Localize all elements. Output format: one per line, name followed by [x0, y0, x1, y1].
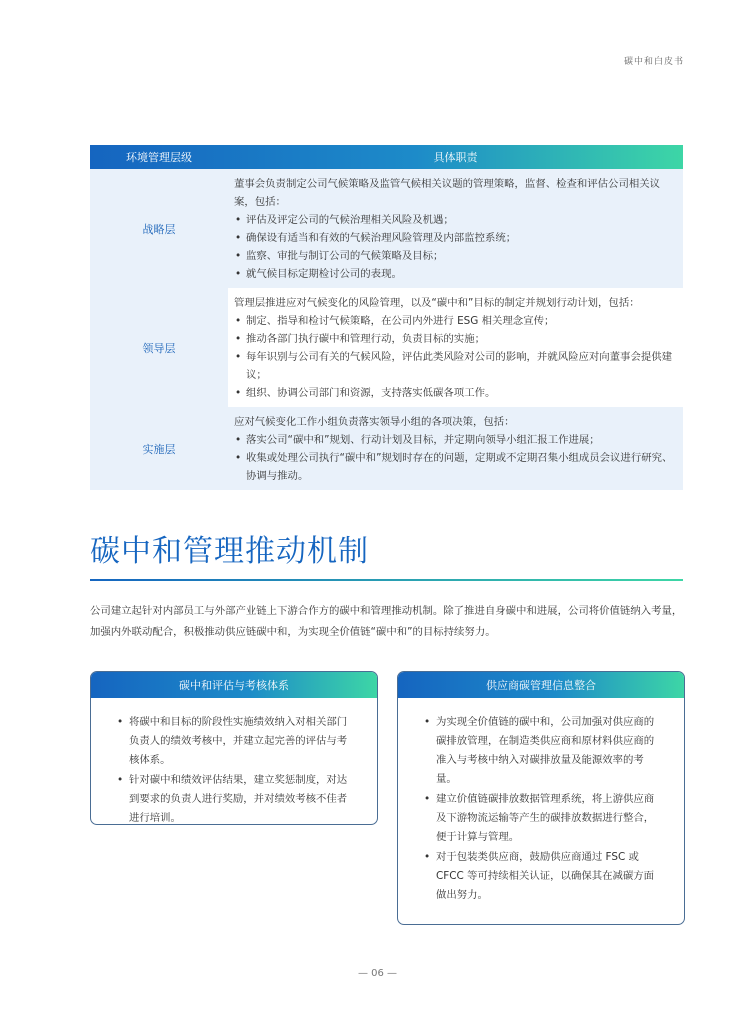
duty-list — [234, 431, 679, 485]
row-duty-cell — [228, 288, 683, 407]
list-item: • 每年识别与公司有关的气候风险，评估此类风险对公司的影响，并就风险应对向董事会提供建议； — [234, 348, 679, 384]
duty-intro: 应对气候变化工作小组负责落实领导小组的各项决策，包括： — [234, 416, 515, 428]
document-header-tag: 碳中和白皮书 — [623, 57, 684, 67]
section-intro: 公司建立起针对内部员工与外部产业链上下游合作方的碳中和管理推动机制。除了推进自身碳中和进展，公司将价值链纳入考量，加强内外联动配合，积极推动供应链碳中和，为实现全价值链“碳中和”的目标持续努力。 — [90, 605, 683, 638]
page-number: — 06 — — [357, 968, 398, 979]
row-level-label: 实施层 — [90, 407, 228, 490]
list-item: • 将碳中和目标的阶段性实施绩效纳入对相关部门负责人的绩效考核中，并建立起完善的评估与考核体系。 — [117, 713, 357, 770]
table-header — [90, 145, 683, 169]
card-list — [424, 713, 664, 905]
table-row — [90, 407, 683, 490]
list-item: • 组织、协调公司部门和资源，支持落实低碳各项工作。 — [234, 384, 679, 402]
list-item: • 评估及评定公司的气候治理相关风险及机遇； — [234, 211, 679, 229]
list-item: • 收集或处理公司执行“碳中和”规划时存在的问题，定期或不定期召集小组成员会议进行研究、协调与推动。 — [234, 449, 679, 485]
list-item: • 制定、指导和检讨气候策略，在公司内外进行 ESG 相关理念宣传； — [234, 312, 679, 330]
list-item: • 对于包装类供应商，鼓励供应商通过 FSC 或 CFCC 等可持续相关认证，以确保其在减碳方面做出努力。 — [424, 848, 664, 905]
list-item: • 针对碳中和绩效评估结果，建立奖惩制度，对达到要求的负责人进行奖励，并对绩效考核不佳者进行培训。 — [117, 771, 357, 828]
duty-list — [234, 312, 679, 402]
duty-intro: 董事会负责制定公司气候策略及监管气候相关议题的管理策略，监督、检查和评估公司相关议案，包括： — [234, 178, 661, 208]
card-list — [117, 713, 357, 828]
list-item: • 为实现全价值链的碳中和，公司加强对供应商的碳排放管理，在制造类供应商和原材料供应商的准入与考核中纳入对碳排放量及能源效率的考量。 — [424, 713, 664, 789]
card-title: 供应商碳管理信息整合 — [398, 672, 684, 698]
table-row — [90, 288, 683, 407]
list-item: • 监察、审批与制订公司的气候策略及目标； — [234, 247, 679, 265]
list-item: • 落实公司“碳中和”规划、行动计划及目标，并定期向领导小组汇报工作进展； — [234, 431, 679, 449]
column-header-duty: 具体职责 — [433, 151, 478, 164]
duty-list — [234, 211, 679, 283]
column-header-level: 环境管理层级 — [126, 151, 192, 164]
assessment-card — [90, 671, 378, 825]
supplier-card — [397, 671, 685, 925]
row-level-label: 战略层 — [90, 169, 228, 288]
governance-table — [90, 145, 683, 490]
section-title: 碳中和管理推动机制 — [90, 534, 369, 569]
row-duty-cell — [228, 169, 683, 288]
list-item: • 就气候目标定期检讨公司的表现。 — [234, 265, 679, 283]
list-item: • 建立价值链碳排放数据管理系统，将上游供应商及下游物流运输等产生的碳排放数据进行整合，便于计算与管理。 — [424, 790, 664, 847]
card-body — [91, 698, 377, 839]
duty-intro: 管理层推进应对气候变化的风险管理，以及“碳中和”目标的制定并规划行动计划，包括： — [234, 297, 640, 309]
card-title: 碳中和评估与考核体系 — [91, 672, 377, 698]
section-divider — [90, 579, 683, 581]
list-item: • 推动各部门执行碳中和管理行动，负责目标的实施； — [234, 330, 679, 348]
list-item: • 确保设有适当和有效的气候治理风险管理及内部监控系统； — [234, 229, 679, 247]
table-row — [90, 169, 683, 288]
card-body — [398, 698, 684, 916]
row-level-label: 领导层 — [90, 288, 228, 407]
row-duty-cell — [228, 407, 683, 490]
